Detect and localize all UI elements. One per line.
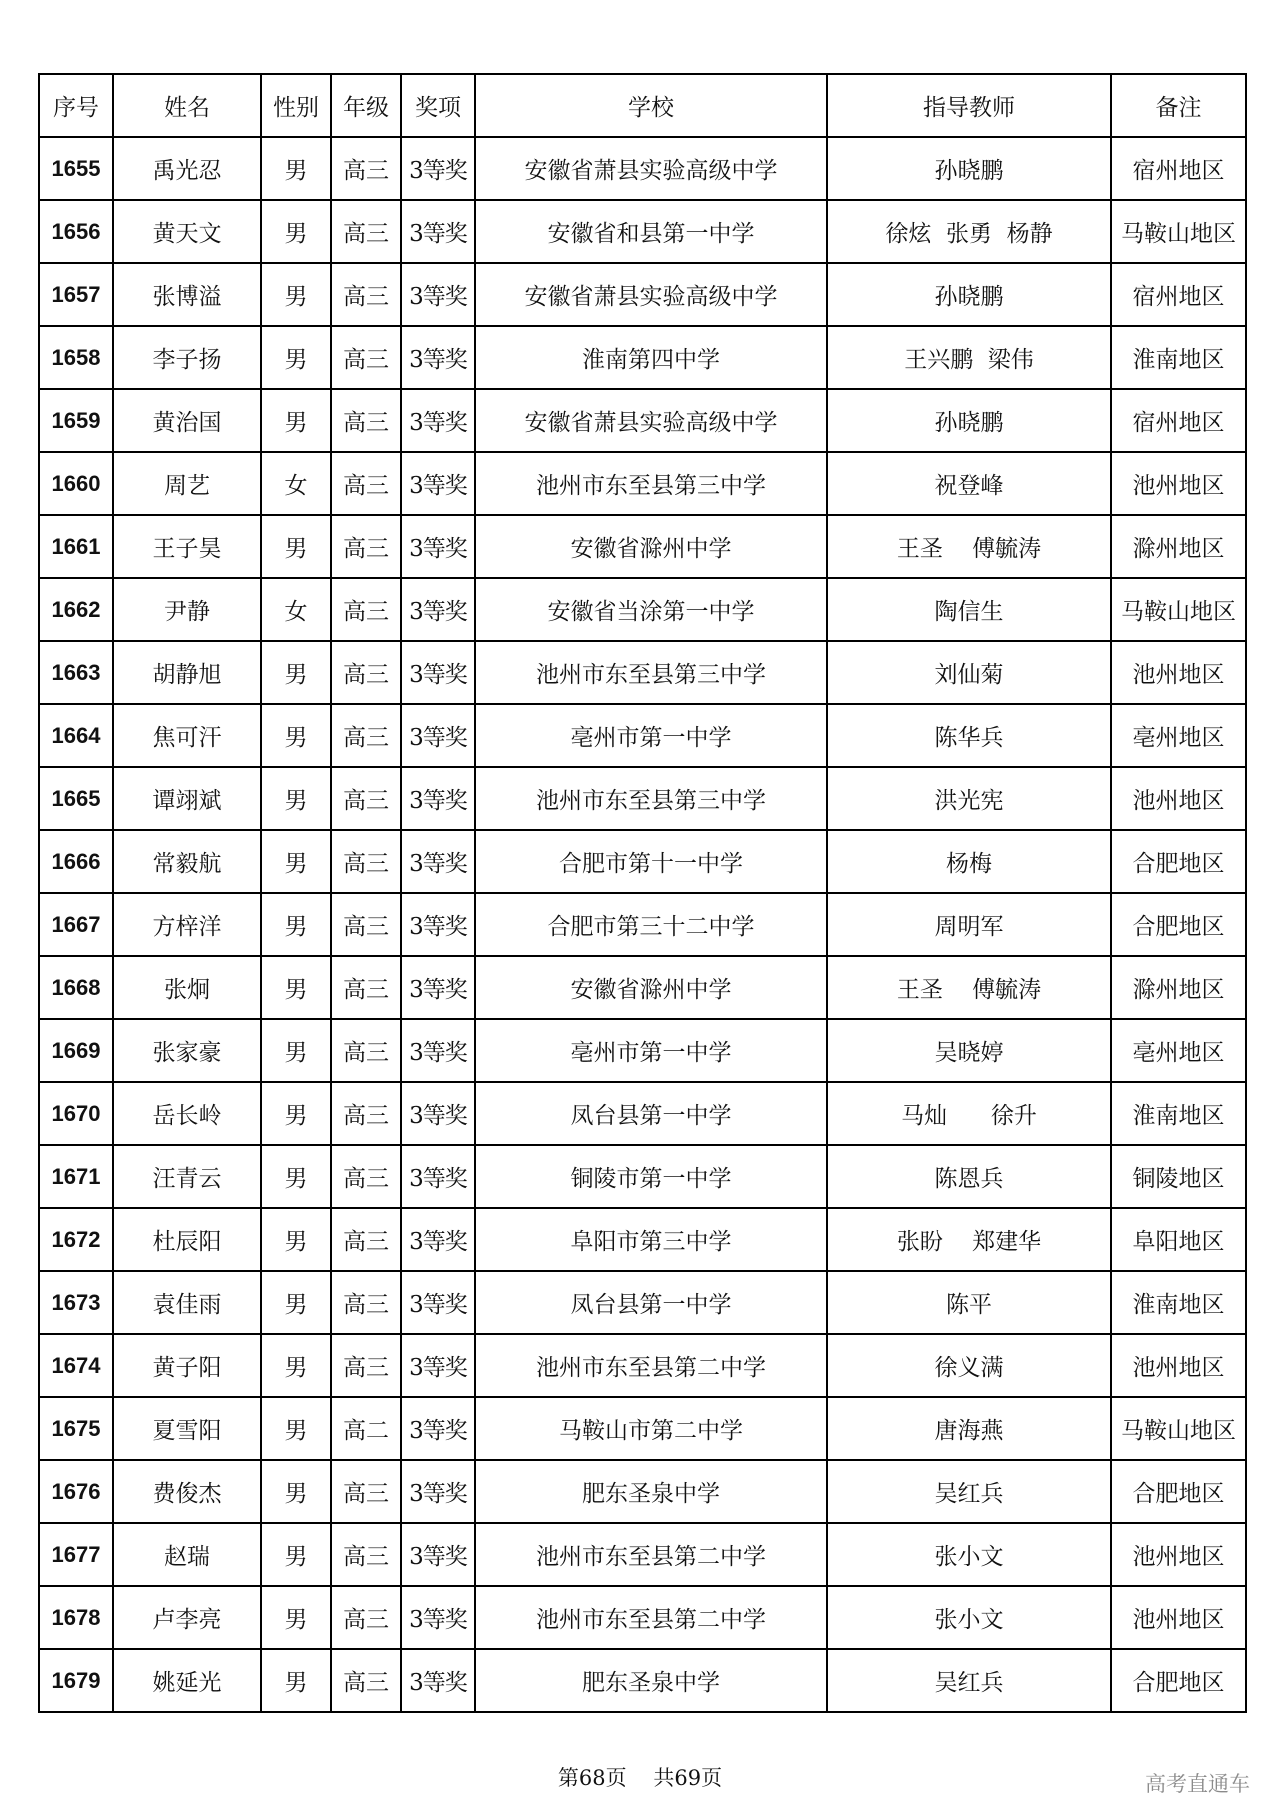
cell-name: 胡静旭 xyxy=(113,641,261,704)
cell-name: 黄子阳 xyxy=(113,1334,261,1397)
cell-teacher: 周明军 xyxy=(827,893,1111,956)
table-row xyxy=(39,1145,1246,1208)
cell-school: 安徽省滁州中学 xyxy=(475,956,827,1019)
table-row xyxy=(39,830,1246,893)
cell-gender: 男 xyxy=(261,956,331,1019)
header-award: 奖项 xyxy=(401,74,475,137)
cell-seq: 1678 xyxy=(39,1586,113,1649)
table-row xyxy=(39,200,1246,263)
cell-name: 方梓洋 xyxy=(113,893,261,956)
cell-remark: 淮南地区 xyxy=(1111,1082,1246,1145)
cell-remark: 池州地区 xyxy=(1111,1523,1246,1586)
table-row xyxy=(39,137,1246,200)
cell-award: 3等奖 xyxy=(401,1145,475,1208)
table-row xyxy=(39,704,1246,767)
cell-gender: 男 xyxy=(261,1586,331,1649)
cell-grade: 高三 xyxy=(331,1019,401,1082)
cell-gender: 男 xyxy=(261,893,331,956)
cell-teacher: 徐义满 xyxy=(827,1334,1111,1397)
cell-name: 杜辰阳 xyxy=(113,1208,261,1271)
cell-school: 肥东圣泉中学 xyxy=(475,1460,827,1523)
cell-remark: 合肥地区 xyxy=(1111,830,1246,893)
cell-teacher: 陶信生 xyxy=(827,578,1111,641)
cell-remark: 池州地区 xyxy=(1111,1334,1246,1397)
cell-seq: 1670 xyxy=(39,1082,113,1145)
cell-remark: 马鞍山地区 xyxy=(1111,200,1246,263)
cell-award: 3等奖 xyxy=(401,641,475,704)
header-teacher: 指导教师 xyxy=(827,74,1111,137)
header-gender: 性别 xyxy=(261,74,331,137)
cell-seq: 1674 xyxy=(39,1334,113,1397)
cell-name: 常毅航 xyxy=(113,830,261,893)
cell-gender: 女 xyxy=(261,578,331,641)
cell-school: 凤台县第一中学 xyxy=(475,1271,827,1334)
cell-teacher: 洪光宪 xyxy=(827,767,1111,830)
cell-name: 尹静 xyxy=(113,578,261,641)
table-row xyxy=(39,1586,1246,1649)
cell-seq: 1664 xyxy=(39,704,113,767)
cell-teacher: 唐海燕 xyxy=(827,1397,1111,1460)
cell-seq: 1661 xyxy=(39,515,113,578)
cell-name: 黄天文 xyxy=(113,200,261,263)
cell-grade: 高三 xyxy=(331,578,401,641)
cell-award: 3等奖 xyxy=(401,326,475,389)
header-grade: 年级 xyxy=(331,74,401,137)
table-row xyxy=(39,1334,1246,1397)
cell-school: 阜阳市第三中学 xyxy=(475,1208,827,1271)
cell-seq: 1667 xyxy=(39,893,113,956)
table-row xyxy=(39,1397,1246,1460)
cell-gender: 男 xyxy=(261,515,331,578)
cell-grade: 高三 xyxy=(331,515,401,578)
cell-teacher: 刘仙菊 xyxy=(827,641,1111,704)
cell-grade: 高三 xyxy=(331,830,401,893)
cell-remark: 池州地区 xyxy=(1111,641,1246,704)
cell-teacher: 徐炫 张勇 杨静 xyxy=(827,200,1111,263)
cell-school: 池州市东至县第三中学 xyxy=(475,452,827,515)
cell-award: 3等奖 xyxy=(401,1397,475,1460)
header-name: 姓名 xyxy=(113,74,261,137)
table-row xyxy=(39,641,1246,704)
cell-name: 周艺 xyxy=(113,452,261,515)
cell-award: 3等奖 xyxy=(401,452,475,515)
header-seq: 序号 xyxy=(39,74,113,137)
cell-seq: 1668 xyxy=(39,956,113,1019)
cell-grade: 高三 xyxy=(331,200,401,263)
cell-award: 3等奖 xyxy=(401,515,475,578)
table-row xyxy=(39,515,1246,578)
cell-name: 张炯 xyxy=(113,956,261,1019)
cell-gender: 女 xyxy=(261,452,331,515)
cell-remark: 池州地区 xyxy=(1111,767,1246,830)
cell-grade: 高三 xyxy=(331,1145,401,1208)
cell-name: 汪青云 xyxy=(113,1145,261,1208)
cell-teacher: 祝登峰 xyxy=(827,452,1111,515)
cell-name: 赵瑞 xyxy=(113,1523,261,1586)
cell-school: 安徽省萧县实验高级中学 xyxy=(475,389,827,452)
cell-grade: 高三 xyxy=(331,1334,401,1397)
cell-remark: 合肥地区 xyxy=(1111,1649,1246,1712)
cell-teacher: 马灿 徐升 xyxy=(827,1082,1111,1145)
cell-school: 肥东圣泉中学 xyxy=(475,1649,827,1712)
table-row xyxy=(39,1460,1246,1523)
table-header xyxy=(39,74,1246,137)
cell-teacher: 张小文 xyxy=(827,1586,1111,1649)
cell-seq: 1675 xyxy=(39,1397,113,1460)
award-list-table xyxy=(38,73,1247,1713)
cell-remark: 淮南地区 xyxy=(1111,326,1246,389)
cell-grade: 高三 xyxy=(331,767,401,830)
cell-name: 张家豪 xyxy=(113,1019,261,1082)
cell-gender: 男 xyxy=(261,1019,331,1082)
cell-school: 合肥市第十一中学 xyxy=(475,830,827,893)
cell-seq: 1677 xyxy=(39,1523,113,1586)
table-row xyxy=(39,1523,1246,1586)
cell-grade: 高三 xyxy=(331,137,401,200)
cell-teacher: 王圣 傅毓涛 xyxy=(827,956,1111,1019)
table-row xyxy=(39,1082,1246,1145)
header-row xyxy=(39,74,1246,137)
cell-award: 3等奖 xyxy=(401,263,475,326)
cell-grade: 高三 xyxy=(331,1271,401,1334)
cell-school: 凤台县第一中学 xyxy=(475,1082,827,1145)
cell-school: 淮南第四中学 xyxy=(475,326,827,389)
cell-name: 夏雪阳 xyxy=(113,1397,261,1460)
cell-grade: 高三 xyxy=(331,1586,401,1649)
cell-name: 王子昊 xyxy=(113,515,261,578)
cell-seq: 1672 xyxy=(39,1208,113,1271)
table-row xyxy=(39,893,1246,956)
cell-seq: 1657 xyxy=(39,263,113,326)
cell-award: 3等奖 xyxy=(401,389,475,452)
cell-name: 卢李亮 xyxy=(113,1586,261,1649)
watermark-text: 高考直通车 xyxy=(1145,1772,1250,1796)
cell-gender: 男 xyxy=(261,704,331,767)
cell-name: 禹光忍 xyxy=(113,137,261,200)
cell-grade: 高三 xyxy=(331,1208,401,1271)
cell-remark: 马鞍山地区 xyxy=(1111,578,1246,641)
cell-award: 3等奖 xyxy=(401,1019,475,1082)
cell-grade: 高三 xyxy=(331,326,401,389)
cell-school: 马鞍山市第二中学 xyxy=(475,1397,827,1460)
cell-school: 安徽省萧县实验高级中学 xyxy=(475,137,827,200)
cell-school: 安徽省萧县实验高级中学 xyxy=(475,263,827,326)
cell-teacher: 陈平 xyxy=(827,1271,1111,1334)
header-school: 学校 xyxy=(475,74,827,137)
table-row xyxy=(39,452,1246,515)
cell-seq: 1676 xyxy=(39,1460,113,1523)
cell-school: 安徽省和县第一中学 xyxy=(475,200,827,263)
cell-gender: 男 xyxy=(261,1649,331,1712)
cell-teacher: 王圣 傅毓涛 xyxy=(827,515,1111,578)
cell-gender: 男 xyxy=(261,263,331,326)
cell-seq: 1669 xyxy=(39,1019,113,1082)
cell-gender: 男 xyxy=(261,1523,331,1586)
cell-gender: 男 xyxy=(261,1397,331,1460)
table-body xyxy=(39,137,1246,1712)
cell-gender: 男 xyxy=(261,1271,331,1334)
cell-seq: 1662 xyxy=(39,578,113,641)
table-row xyxy=(39,389,1246,452)
cell-remark: 池州地区 xyxy=(1111,452,1246,515)
cell-name: 焦可汗 xyxy=(113,704,261,767)
cell-grade: 高三 xyxy=(331,263,401,326)
cell-remark: 滁州地区 xyxy=(1111,956,1246,1019)
cell-seq: 1655 xyxy=(39,137,113,200)
cell-grade: 高二 xyxy=(331,1397,401,1460)
cell-award: 3等奖 xyxy=(401,956,475,1019)
cell-gender: 男 xyxy=(261,1334,331,1397)
cell-seq: 1658 xyxy=(39,326,113,389)
cell-grade: 高三 xyxy=(331,389,401,452)
cell-seq: 1660 xyxy=(39,452,113,515)
cell-remark: 亳州地区 xyxy=(1111,704,1246,767)
cell-school: 池州市东至县第二中学 xyxy=(475,1334,827,1397)
cell-teacher: 吴红兵 xyxy=(827,1460,1111,1523)
table-row xyxy=(39,326,1246,389)
cell-gender: 男 xyxy=(261,389,331,452)
cell-gender: 男 xyxy=(261,767,331,830)
cell-seq: 1663 xyxy=(39,641,113,704)
cell-seq: 1673 xyxy=(39,1271,113,1334)
cell-award: 3等奖 xyxy=(401,1586,475,1649)
cell-gender: 男 xyxy=(261,1208,331,1271)
cell-remark: 合肥地区 xyxy=(1111,893,1246,956)
cell-gender: 男 xyxy=(261,830,331,893)
table-row xyxy=(39,1019,1246,1082)
cell-school: 铜陵市第一中学 xyxy=(475,1145,827,1208)
cell-award: 3等奖 xyxy=(401,1334,475,1397)
cell-school: 池州市东至县第二中学 xyxy=(475,1523,827,1586)
cell-school: 亳州市第一中学 xyxy=(475,704,827,767)
cell-grade: 高三 xyxy=(331,893,401,956)
cell-award: 3等奖 xyxy=(401,1523,475,1586)
header-remark: 备注 xyxy=(1111,74,1246,137)
cell-award: 3等奖 xyxy=(401,1460,475,1523)
cell-remark: 宿州地区 xyxy=(1111,263,1246,326)
cell-award: 3等奖 xyxy=(401,767,475,830)
cell-award: 3等奖 xyxy=(401,893,475,956)
cell-teacher: 王兴鹏 梁伟 xyxy=(827,326,1111,389)
cell-teacher: 陈华兵 xyxy=(827,704,1111,767)
cell-gender: 男 xyxy=(261,326,331,389)
page-number: 第68页 共69页 xyxy=(557,1766,723,1790)
cell-award: 3等奖 xyxy=(401,578,475,641)
cell-remark: 合肥地区 xyxy=(1111,1460,1246,1523)
cell-gender: 男 xyxy=(261,1460,331,1523)
cell-remark: 宿州地区 xyxy=(1111,137,1246,200)
cell-teacher: 吴红兵 xyxy=(827,1649,1111,1712)
cell-gender: 男 xyxy=(261,1145,331,1208)
cell-gender: 男 xyxy=(261,641,331,704)
cell-grade: 高三 xyxy=(331,704,401,767)
table-row xyxy=(39,767,1246,830)
cell-seq: 1656 xyxy=(39,200,113,263)
cell-school: 合肥市第三十二中学 xyxy=(475,893,827,956)
cell-award: 3等奖 xyxy=(401,1208,475,1271)
cell-award: 3等奖 xyxy=(401,704,475,767)
cell-remark: 铜陵地区 xyxy=(1111,1145,1246,1208)
cell-name: 黄治国 xyxy=(113,389,261,452)
cell-school: 亳州市第一中学 xyxy=(475,1019,827,1082)
cell-name: 谭翊斌 xyxy=(113,767,261,830)
cell-name: 李子扬 xyxy=(113,326,261,389)
cell-name: 袁佳雨 xyxy=(113,1271,261,1334)
cell-seq: 1659 xyxy=(39,389,113,452)
cell-teacher: 孙晓鹏 xyxy=(827,263,1111,326)
table-row xyxy=(39,956,1246,1019)
cell-teacher: 张小文 xyxy=(827,1523,1111,1586)
cell-grade: 高三 xyxy=(331,1082,401,1145)
cell-award: 3等奖 xyxy=(401,1082,475,1145)
cell-remark: 宿州地区 xyxy=(1111,389,1246,452)
cell-teacher: 吴晓婷 xyxy=(827,1019,1111,1082)
cell-remark: 池州地区 xyxy=(1111,1586,1246,1649)
cell-award: 3等奖 xyxy=(401,830,475,893)
cell-grade: 高三 xyxy=(331,641,401,704)
cell-grade: 高三 xyxy=(331,956,401,1019)
cell-school: 池州市东至县第三中学 xyxy=(475,641,827,704)
cell-award: 3等奖 xyxy=(401,137,475,200)
cell-seq: 1665 xyxy=(39,767,113,830)
cell-name: 张博溢 xyxy=(113,263,261,326)
cell-grade: 高三 xyxy=(331,1523,401,1586)
cell-remark: 淮南地区 xyxy=(1111,1271,1246,1334)
cell-gender: 男 xyxy=(261,137,331,200)
cell-school: 池州市东至县第三中学 xyxy=(475,767,827,830)
table-row xyxy=(39,263,1246,326)
cell-gender: 男 xyxy=(261,1082,331,1145)
cell-award: 3等奖 xyxy=(401,1649,475,1712)
cell-seq: 1666 xyxy=(39,830,113,893)
table-row xyxy=(39,1271,1246,1334)
cell-school: 池州市东至县第二中学 xyxy=(475,1586,827,1649)
cell-name: 姚延光 xyxy=(113,1649,261,1712)
cell-teacher: 杨梅 xyxy=(827,830,1111,893)
cell-seq: 1671 xyxy=(39,1145,113,1208)
cell-grade: 高三 xyxy=(331,1460,401,1523)
cell-grade: 高三 xyxy=(331,1649,401,1712)
cell-teacher: 孙晓鹏 xyxy=(827,389,1111,452)
table-row xyxy=(39,578,1246,641)
cell-school: 安徽省当涂第一中学 xyxy=(475,578,827,641)
cell-remark: 马鞍山地区 xyxy=(1111,1397,1246,1460)
cell-remark: 阜阳地区 xyxy=(1111,1208,1246,1271)
cell-school: 安徽省滁州中学 xyxy=(475,515,827,578)
cell-teacher: 孙晓鹏 xyxy=(827,137,1111,200)
cell-name: 费俊杰 xyxy=(113,1460,261,1523)
cell-seq: 1679 xyxy=(39,1649,113,1712)
cell-remark: 滁州地区 xyxy=(1111,515,1246,578)
cell-award: 3等奖 xyxy=(401,1271,475,1334)
cell-teacher: 陈恩兵 xyxy=(827,1145,1111,1208)
cell-remark: 亳州地区 xyxy=(1111,1019,1246,1082)
cell-award: 3等奖 xyxy=(401,200,475,263)
cell-gender: 男 xyxy=(261,200,331,263)
table-row xyxy=(39,1649,1246,1712)
table-row xyxy=(39,1208,1246,1271)
cell-name: 岳长岭 xyxy=(113,1082,261,1145)
cell-teacher: 张盼 郑建华 xyxy=(827,1208,1111,1271)
cell-grade: 高三 xyxy=(331,452,401,515)
